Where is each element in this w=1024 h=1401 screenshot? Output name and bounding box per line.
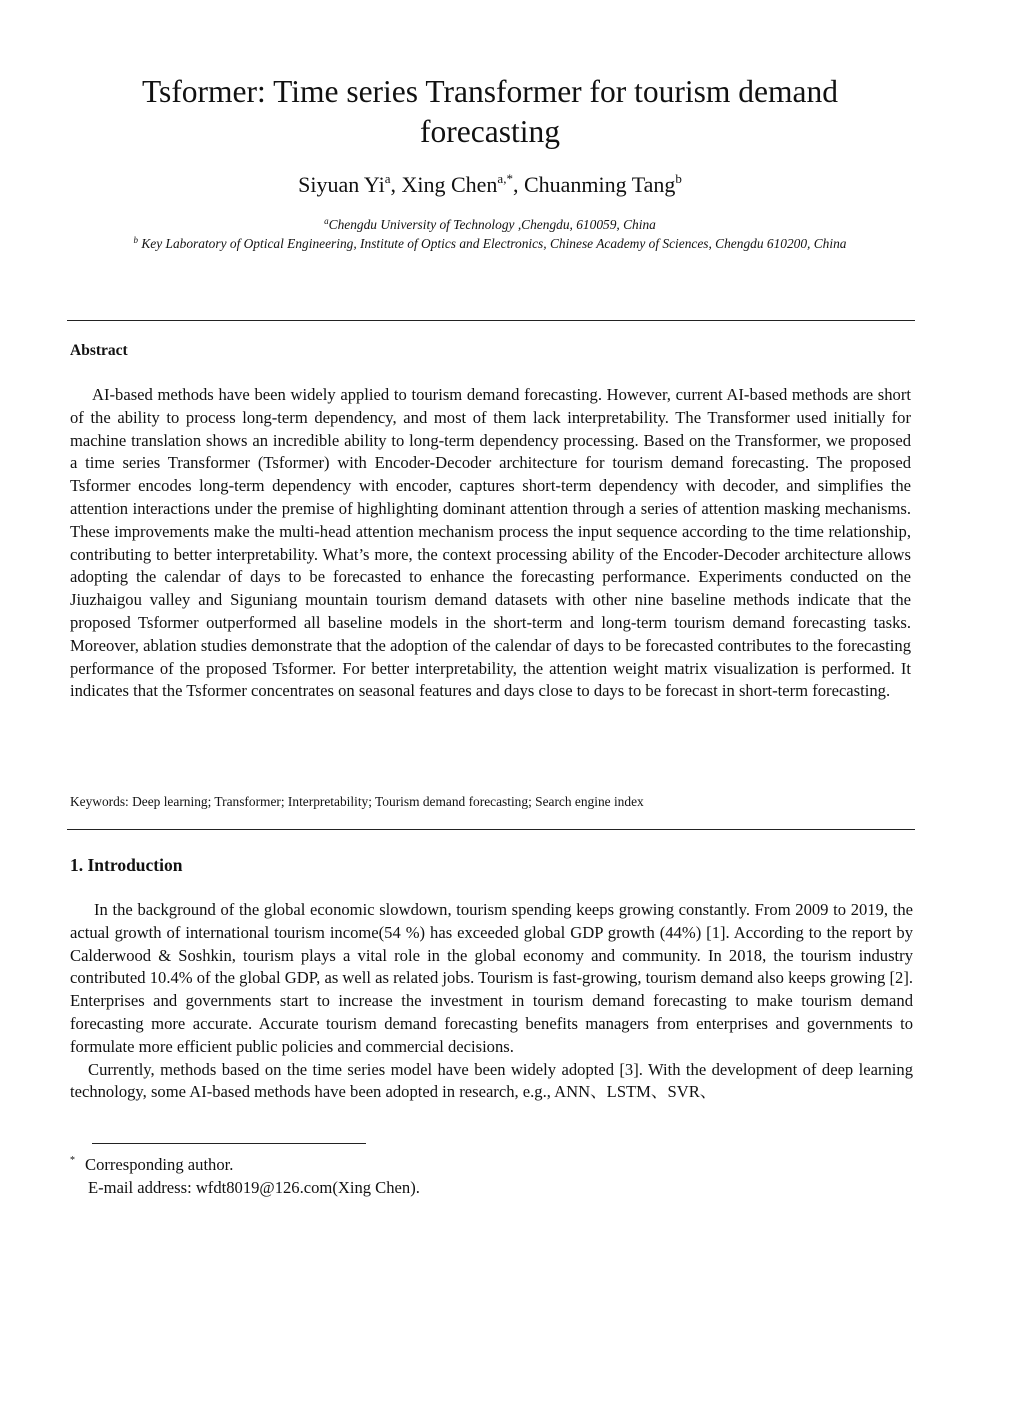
- bottom-divider: [67, 829, 915, 830]
- footnote-email: E-mail address: wfdt8019@126.com(Xing Chen).: [88, 1177, 420, 1197]
- affiliation-a: [20, 216, 960, 233]
- intro-paragraph: In the background of the global economic slowdown, tourism spending keeps growing constantly. From 2009 to 2019, the actual growth of international tourism income(54 %) has exceeded global GDP growth (44%) [1]. According to the report by Calderwood & Soshkin, tourism plays a vital role in the global economy and community. In 2018, the tourism industry contributed 10.4% of the global GDP, as well as related jobs. Tourism is fast-growing, tourism demand also keeps growing [2]. Enterprises and governments start to increase the investment in tourism demand forecasting to make tourism demand forecasting more accurate. Accurate tourism demand forecasting benefits managers from enterprises and governments to formulate more efficient public policies and commercial decisions.: [70, 900, 913, 1056]
- author-name: Siyuan Yi: [298, 172, 385, 197]
- keywords: Keywords: Deep learning; Transformer; Interpretability; Tourism demand forecasting; Search engine index: [70, 794, 644, 809]
- affiliation-mark: a: [324, 216, 329, 226]
- affiliation-b: [20, 235, 960, 252]
- footnote-line-1: [70, 1154, 420, 1177]
- title-line-2: forecasting: [420, 114, 560, 149]
- footnote-divider: [92, 1143, 366, 1144]
- top-divider: [67, 320, 915, 321]
- affiliation-text: Chengdu University of Technology ,Chengdu, 610059, China: [328, 217, 656, 232]
- author-name: Xing Chen: [401, 172, 498, 197]
- abstract-heading: Abstract: [70, 342, 128, 359]
- footnote-mark: *: [70, 1155, 75, 1166]
- title-line-1: Tsformer: Time series Transformer for tourism demand: [142, 74, 838, 109]
- author-list: Siyuan Yi$^a$, Xing Chen$^{a,*}$, Chuanming Tang$^b$: [298, 171, 682, 197]
- section-heading-introduction: 1. Introduction: [70, 855, 183, 875]
- author-name: Chuanming Tang: [523, 172, 676, 197]
- footnote: [70, 1154, 420, 1199]
- author-affiliation-mark: a: [384, 171, 391, 186]
- author-affiliation-mark: a,*: [497, 171, 513, 186]
- affiliation-text: Key Laboratory of Optical Engineering, Institute of Optics and Electronics, Chinese Academy of Sciences, Chengdu 610200, China: [138, 236, 847, 251]
- intro-paragraph: Currently, methods based on the time series model have been widely adopted [3]. With the development of deep learning technology, some AI-based methods have been adopted in research, e.g., ANN、LSTM、SVR、: [70, 1059, 913, 1102]
- footnote-text: Corresponding author.: [85, 1155, 234, 1174]
- affiliation-mark: b: [133, 235, 138, 245]
- paper-title: [60, 72, 920, 152]
- abstract-text: AI-based methods have been widely applied to tourism demand forecasting. However, current AI-based methods are short of the ability to process long-term dependency, and most of them lack interpretability. The Transformer used initially for machine translation shows an incredible ability to long-term dependency processing. Based on the Transformer, we proposed a time series Transformer (Tsformer) with Encoder-Decoder architecture for tourism demand forecasting. The proposed Tsformer encodes long-term dependency with encoder, captures short-term dependency with decoder, and simplifies the attention interactions under the premise of highlighting dominant attention through a series of attention masking mechanisms. These improvements make the multi-head attention mechanism process the input sequence according to the time relationship, contributing to better interpretability. What’s more, the context processing ability of the Encoder-Decoder architecture allows adopting the calendar of days to be forecasted to enhance the forecasting performance. Experiments conducted on the Jiuzhaigou valley and Siguniang mountain tourism demand datasets with other nine baseline methods indicate that the proposed Tsformer outperformed all baseline models in the short-term and long-term tourism demand forecasting tasks. Moreover, ablation studies demonstrate that the adoption of the calendar of days to be forecasted contributes to the forecasting performance of the proposed Tsformer. For better interpretability, the attention weight matrix visualization is performed. It indicates that the Tsformer concentrates on seasonal features and days close to days to be forecast in short-term forecasting.: [70, 385, 911, 701]
- introduction-body: [70, 899, 913, 1104]
- author-affiliation-mark: b: [675, 171, 682, 186]
